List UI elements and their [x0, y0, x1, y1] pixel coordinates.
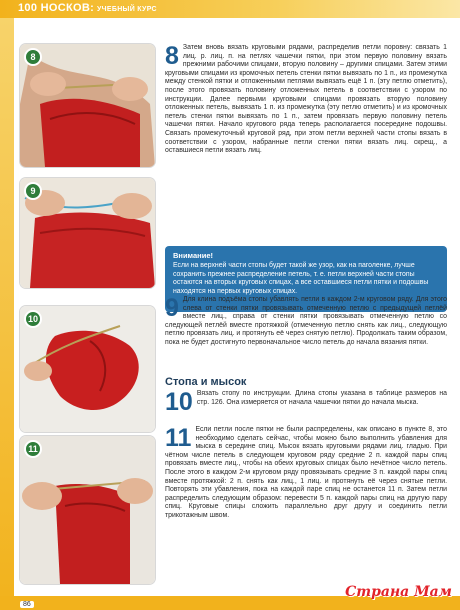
- step-body: Если петли после пятки не были распределены, как описано в пункте 8, это необходимо сделать сейчас, чтобы можно было выполнить убавления для мыска в середине спиц. Мысок вязать круговыми рядами лиц. гладью. При чётном числе петель в следующем круговом ряду средние 2 п. каждой пары спиц провязать вместе лиц., чтобы на обеих круговых спицах было нечётное число петель. После этого в каждом 2-м круговом ряду провязывать средние 3 п. каждой пары спиц вместе протяжкой: 2 п. снять как лиц., 1 лиц. и протянуть её через снятые петли. Повторять эти убавления, пока на каждой паре спиц не останется 11 п. Затем петли распределить следующим образом: перевести 5 п. каждой пары спиц на другую пару спиц. Круговые спицы сложить параллельно друг другу и соединить петли трикотажным швом.: [165, 426, 447, 519]
- photo-step-8: [20, 44, 155, 167]
- step-11-text: [165, 426, 447, 521]
- step-10-text: [165, 388, 447, 416]
- header-title: 100 НОСКОВ: УЧЕБНЫЙ КУРС: [18, 2, 157, 14]
- photo-badge: 10: [24, 310, 42, 328]
- step-number: 11: [165, 424, 192, 452]
- knitting-photo: [20, 436, 155, 584]
- left-stripe: [0, 18, 14, 610]
- step-body: Вязать стопу по инструкции. Длина стопы указана в таблице размеров на стр. 126. Она измеряется от начала чашечки пятки до начала мыска.: [196, 390, 447, 406]
- knitting-photo: [20, 44, 155, 167]
- photo-badge: 8: [24, 48, 42, 66]
- header-bar: [0, 0, 460, 18]
- page-number: 86: [20, 601, 34, 608]
- photo-badge: 9: [24, 182, 42, 200]
- photo-step-11: [20, 436, 155, 584]
- step-number: 9: [165, 294, 179, 322]
- callout-body: Если на верхней части стопы будет такой же узор, как на паголенке, лучше сохранить прежнее распределение петель, т. е. петли верхней части стопы остаются на вторых круговых спицах, а все оставшиеся петли пятки и подошвы находятся на первых круговых спицах.: [173, 262, 429, 295]
- knitting-photo: [20, 306, 155, 432]
- step-number: 10: [165, 388, 193, 416]
- photo-step-9: [20, 178, 155, 288]
- callout-title: Внимание!: [173, 251, 213, 260]
- section-heading: Стопа и мысок: [165, 376, 247, 388]
- step-body: Затем вновь вязать круговыми рядами, распределив петли поровну: связать 1 лиц. р. лиц. п. на петлях чашечки пятки, при этом первую половину вязать прежними рабочими спицами, вторую половину – другими спицами. Затем этими круговыми спицами из кромочных петель стенки пятки вывязать по 1 п., из промежутка между стенкой пятки и отложенными петлями вывязать ещё 1 п. (эту петлю отметить), после этого провязать половину отложенных петель в соответствии с узором по инструкции. Далее первыми круговыми спицами провязать вторую половину отложенных петель, вывязать 1 п. из промежутка (эту петлю отметить) и из кромочных петель стенки пятки вывязать по 1 п., затем провязать первую половину петель чашечки пятки. Начало кругового ряда теперь располагается посередине подошвы. Связать промежуточный круговой ряд, при этом петли верхней части стопы вязать в соответствии с узором, набранные петли стенки пятки вязать лиц. скрещ., а оставшиеся петли вязать лиц.: [165, 44, 447, 155]
- step-9-text: [165, 296, 447, 348]
- step-body: Для клина подъёма стопы убавлять петли в каждом 2-м круговом ряду. Для этого слева от стенки пятки провязывать отмеченную петлю с предыдущей петлёй вместе лиц., справа от стенки пятки провязывать отмеченную петлю со следующей петлёй вместе протяжкой (отмеченную петлю снять как лиц., следующую петлю провязать лиц. и протянуть её через снятую петлю). Продолжать таким образом, пока не будет достигнуто первоначальное число петель до начала вязания пятки.: [165, 296, 447, 346]
- photo-step-10: [20, 306, 155, 432]
- header-subtitle: УЧЕБНЫЙ КУРС: [97, 6, 157, 13]
- site-watermark: Страна Мам: [345, 584, 452, 600]
- step-8-text: [165, 44, 447, 156]
- step-number: 8: [165, 42, 179, 70]
- photo-badge: 11: [24, 440, 42, 458]
